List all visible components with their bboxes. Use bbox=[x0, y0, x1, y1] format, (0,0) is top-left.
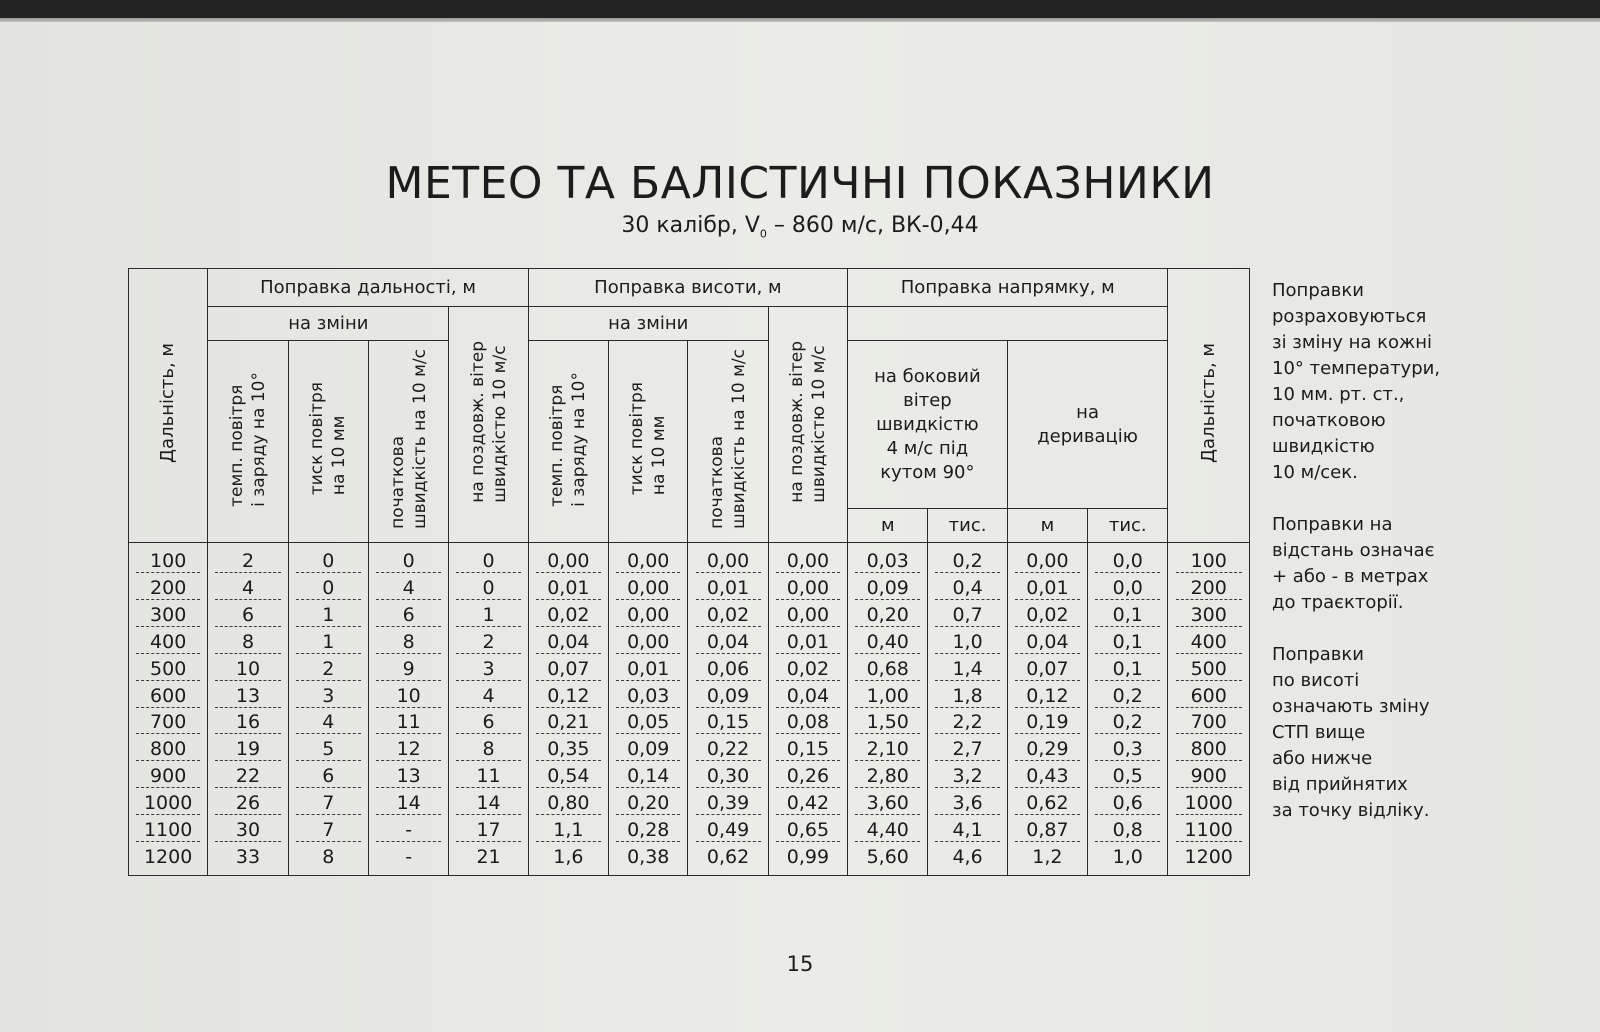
table-cell: 0,02 bbox=[528, 601, 608, 628]
table-row bbox=[129, 844, 1250, 876]
note-height: Поправки по висоті означають зміну СТП вище або нижче від прийнятих за точку відліку. bbox=[1272, 644, 1430, 821]
table-cell: 0,06 bbox=[688, 655, 768, 682]
range-pressure-header: тиск повітря на 10 мм bbox=[288, 341, 368, 543]
subtitle-prefix: 30 калібр, V bbox=[621, 213, 760, 238]
table-cell: 1,6 bbox=[528, 844, 608, 876]
table-cell: 0,00 bbox=[609, 574, 688, 601]
table-cell: 16 bbox=[208, 709, 288, 736]
range-header-right: Дальність, м bbox=[1168, 269, 1250, 543]
table-cell: 0,05 bbox=[609, 709, 688, 736]
table-cell: 500 bbox=[1168, 655, 1250, 682]
table-cell: 0,00 bbox=[688, 543, 768, 575]
table-cell: 1200 bbox=[1168, 844, 1250, 876]
derivation-header: на деривацію bbox=[1007, 341, 1168, 509]
table-cell: 3,60 bbox=[848, 790, 928, 817]
table-cell: 1 bbox=[449, 601, 528, 628]
table-cell: 0,02 bbox=[1007, 601, 1087, 628]
table-cell: 0,02 bbox=[688, 601, 768, 628]
table-cell: 4,1 bbox=[928, 817, 1007, 844]
table-cell: 0,08 bbox=[768, 709, 847, 736]
table-cell: 200 bbox=[129, 574, 208, 601]
direction-spacer bbox=[848, 307, 1168, 341]
table-cell: 2,80 bbox=[848, 763, 928, 790]
table-cell: 4,6 bbox=[928, 844, 1007, 876]
page-subtitle bbox=[0, 213, 1600, 240]
table-cell: 600 bbox=[129, 682, 208, 709]
table-cell: 0,04 bbox=[688, 628, 768, 655]
table-cell: 0,0 bbox=[1088, 574, 1168, 601]
table-cell: 0,62 bbox=[688, 844, 768, 876]
table-row bbox=[129, 543, 1250, 575]
table-cell: 0,99 bbox=[768, 844, 847, 876]
derivation-m-unit: м bbox=[1007, 509, 1087, 543]
table-cell: 13 bbox=[208, 682, 288, 709]
table-cell: 0,15 bbox=[688, 709, 768, 736]
table-cell: 0,39 bbox=[688, 790, 768, 817]
table-cell: 400 bbox=[129, 628, 208, 655]
table-row bbox=[129, 601, 1250, 628]
table-cell: 8 bbox=[288, 844, 368, 876]
side-notes bbox=[1272, 278, 1502, 850]
table-cell: 0,07 bbox=[528, 655, 608, 682]
table-cell: 1,0 bbox=[928, 628, 1007, 655]
direction-correction-group: Поправка напрямку, м bbox=[848, 269, 1168, 307]
table-cell: 0,00 bbox=[609, 628, 688, 655]
table-cell: 11 bbox=[449, 763, 528, 790]
table-cell: 0,7 bbox=[928, 601, 1007, 628]
table-cell: 0,43 bbox=[1007, 763, 1087, 790]
table-cell: 1100 bbox=[129, 817, 208, 844]
table-cell: 1,4 bbox=[928, 655, 1007, 682]
table-cell: 1,50 bbox=[848, 709, 928, 736]
table-cell: 6 bbox=[208, 601, 288, 628]
table-cell: 0,38 bbox=[609, 844, 688, 876]
table-cell: 2,10 bbox=[848, 736, 928, 763]
table-cell: 0,5 bbox=[1088, 763, 1168, 790]
side-wind-header: на боковий вітер швидкістю 4 м/с під кутом 90° bbox=[848, 341, 1008, 509]
table-cell: 14 bbox=[449, 790, 528, 817]
table-cell: 1 bbox=[288, 601, 368, 628]
table-cell: 0,28 bbox=[609, 817, 688, 844]
table-cell: 500 bbox=[129, 655, 208, 682]
table-cell: 0,00 bbox=[609, 543, 688, 575]
table-cell: 1000 bbox=[129, 790, 208, 817]
table-cell: 8 bbox=[208, 628, 288, 655]
table-cell: 0 bbox=[449, 543, 528, 575]
table-cell: 0,87 bbox=[1007, 817, 1087, 844]
table-cell: 0,6 bbox=[1088, 790, 1168, 817]
table-cell: 0,00 bbox=[768, 574, 847, 601]
table-cell: 14 bbox=[369, 790, 449, 817]
table-cell: - bbox=[369, 817, 449, 844]
table-cell: 0,09 bbox=[848, 574, 928, 601]
range-temp-header: темп. повітря і заряду на 10° bbox=[208, 341, 288, 543]
table-cell: 9 bbox=[369, 655, 449, 682]
table-row bbox=[129, 763, 1250, 790]
table-cell: 100 bbox=[129, 543, 208, 575]
table-cell: 7 bbox=[288, 817, 368, 844]
table-cell: 3 bbox=[288, 682, 368, 709]
height-velocity-header: початкова швидкість на 10 м/с bbox=[688, 341, 768, 543]
table-cell: 0,03 bbox=[609, 682, 688, 709]
table-cell: 0,01 bbox=[609, 655, 688, 682]
table-cell: 0,2 bbox=[1088, 682, 1168, 709]
table-cell: 0,35 bbox=[528, 736, 608, 763]
side-wind-m-unit: м bbox=[848, 509, 928, 543]
table-cell: 11 bbox=[369, 709, 449, 736]
table-cell: 0,00 bbox=[768, 601, 847, 628]
page-title: МЕТЕО ТА БАЛІСТИЧНІ ПОКАЗНИКИ bbox=[385, 158, 1215, 209]
table-cell: 600 bbox=[1168, 682, 1250, 709]
table-cell: 700 bbox=[129, 709, 208, 736]
table-cell: 6 bbox=[449, 709, 528, 736]
table-cell: 19 bbox=[208, 736, 288, 763]
ballistic-table bbox=[128, 268, 1250, 876]
table-cell: 10 bbox=[369, 682, 449, 709]
range-header-left: Дальність, м bbox=[129, 269, 208, 543]
table-body bbox=[129, 543, 1250, 876]
table-cell: 7 bbox=[288, 790, 368, 817]
note-distance: Поправки на відстань означає + або - в метрах до траєкторії. bbox=[1272, 514, 1435, 613]
table-cell: 0,3 bbox=[1088, 736, 1168, 763]
table-cell: 8 bbox=[449, 736, 528, 763]
table-cell: 0,01 bbox=[688, 574, 768, 601]
table-row bbox=[129, 682, 1250, 709]
table-cell: 6 bbox=[288, 763, 368, 790]
table-cell: 0,2 bbox=[1088, 709, 1168, 736]
table-cell: 0,8 bbox=[1088, 817, 1168, 844]
table-cell: 0,09 bbox=[609, 736, 688, 763]
table-cell: 4 bbox=[288, 709, 368, 736]
table-row bbox=[129, 655, 1250, 682]
page-number: 15 bbox=[786, 952, 814, 976]
table-cell: 0,40 bbox=[848, 628, 928, 655]
table-cell: 13 bbox=[369, 763, 449, 790]
height-pressure-header: тиск повітря на 10 мм bbox=[609, 341, 688, 543]
range-correction-group: Поправка дальності, м bbox=[208, 269, 528, 307]
table-cell: 0,12 bbox=[528, 682, 608, 709]
table-cell: 0 bbox=[288, 574, 368, 601]
table-cell: 1 bbox=[288, 628, 368, 655]
table-cell: 0,68 bbox=[848, 655, 928, 682]
table-cell: 0,03 bbox=[848, 543, 928, 575]
table-cell: 2,7 bbox=[928, 736, 1007, 763]
table-cell: 0,04 bbox=[768, 682, 847, 709]
table-cell: 200 bbox=[1168, 574, 1250, 601]
table-cell: 2 bbox=[449, 628, 528, 655]
table-cell: 0,0 bbox=[1088, 543, 1168, 575]
height-on-changes: на зміни bbox=[528, 307, 768, 341]
table-cell: 0,02 bbox=[768, 655, 847, 682]
table-cell: 0,21 bbox=[528, 709, 608, 736]
table-cell: 0,04 bbox=[1007, 628, 1087, 655]
height-headwind-header: на поздовж. вітер швидкістю 10 м/с bbox=[768, 307, 847, 543]
table-cell: 33 bbox=[208, 844, 288, 876]
table-cell: 700 bbox=[1168, 709, 1250, 736]
side-wind-mil-unit: тис. bbox=[928, 509, 1007, 543]
table-cell: 300 bbox=[1168, 601, 1250, 628]
table-cell: 800 bbox=[1168, 736, 1250, 763]
table-cell: 0,01 bbox=[528, 574, 608, 601]
table-cell: 0 bbox=[288, 543, 368, 575]
table-cell: 26 bbox=[208, 790, 288, 817]
table-cell: 0,2 bbox=[928, 543, 1007, 575]
table-cell: 2,2 bbox=[928, 709, 1007, 736]
table-cell: 1200 bbox=[129, 844, 208, 876]
table-cell: 0,1 bbox=[1088, 655, 1168, 682]
table-cell: 4 bbox=[208, 574, 288, 601]
table-cell: 0,15 bbox=[768, 736, 847, 763]
table-cell: 4,40 bbox=[848, 817, 928, 844]
height-correction-group: Поправка висоти, м bbox=[528, 269, 847, 307]
table-cell: 0,30 bbox=[688, 763, 768, 790]
table-cell: 5 bbox=[288, 736, 368, 763]
table-cell: 1,0 bbox=[1088, 844, 1168, 876]
table-cell: 0,42 bbox=[768, 790, 847, 817]
table-cell: 1,00 bbox=[848, 682, 928, 709]
table-cell: 1,2 bbox=[1007, 844, 1087, 876]
table-cell: 0 bbox=[449, 574, 528, 601]
table-cell: 22 bbox=[208, 763, 288, 790]
table-cell: 0,00 bbox=[528, 543, 608, 575]
table-row bbox=[129, 736, 1250, 763]
table-cell: 6 bbox=[369, 601, 449, 628]
table-cell: 0,14 bbox=[609, 763, 688, 790]
table-cell: 5,60 bbox=[848, 844, 928, 876]
table-cell: 0,22 bbox=[688, 736, 768, 763]
table-cell: 400 bbox=[1168, 628, 1250, 655]
table-cell: 1100 bbox=[1168, 817, 1250, 844]
table-cell: 0,01 bbox=[1007, 574, 1087, 601]
table-cell: - bbox=[369, 844, 449, 876]
table-cell: 0,65 bbox=[768, 817, 847, 844]
table-cell: 4 bbox=[449, 682, 528, 709]
table-cell: 0,62 bbox=[1007, 790, 1087, 817]
table-cell: 0,54 bbox=[528, 763, 608, 790]
table-cell: 1,1 bbox=[528, 817, 608, 844]
table-cell: 0,07 bbox=[1007, 655, 1087, 682]
dark-top-edge bbox=[0, 0, 1600, 18]
table-cell: 0,01 bbox=[768, 628, 847, 655]
table-cell: 300 bbox=[129, 601, 208, 628]
range-headwind-header: на поздовж. вітер швидкістю 10 м/с bbox=[449, 307, 528, 543]
table-cell: 0,26 bbox=[768, 763, 847, 790]
table-cell: 0,04 bbox=[528, 628, 608, 655]
range-velocity-header: початкова швидкість на 10 м/с bbox=[369, 341, 449, 543]
table-row bbox=[129, 628, 1250, 655]
table-cell: 1,8 bbox=[928, 682, 1007, 709]
table-cell: 0,09 bbox=[688, 682, 768, 709]
subtitle-suffix: – 860 м/с, ВК-0,44 bbox=[766, 213, 979, 238]
derivation-mil-unit: тис. bbox=[1088, 509, 1168, 543]
table-cell: 0,1 bbox=[1088, 601, 1168, 628]
table-cell: 0,00 bbox=[768, 543, 847, 575]
table-row bbox=[129, 574, 1250, 601]
table-cell: 0,4 bbox=[928, 574, 1007, 601]
note-basis: Поправки розраховуються зі зміну на кожні 10° температури, 10 мм. рт. ст., початковою швидкістю 10 м/сек. bbox=[1272, 280, 1441, 483]
table-cell: 0,80 bbox=[528, 790, 608, 817]
table-row bbox=[129, 790, 1250, 817]
table-cell: 0,29 bbox=[1007, 736, 1087, 763]
table-cell: 3,6 bbox=[928, 790, 1007, 817]
table-cell: 0,49 bbox=[688, 817, 768, 844]
table-cell: 8 bbox=[369, 628, 449, 655]
table-cell: 21 bbox=[449, 844, 528, 876]
table-cell: 10 bbox=[208, 655, 288, 682]
table-cell: 2 bbox=[288, 655, 368, 682]
subtitle-subscript: 0 bbox=[759, 227, 767, 241]
table-cell: 0,20 bbox=[609, 790, 688, 817]
table-cell: 0,12 bbox=[1007, 682, 1087, 709]
table-row bbox=[129, 709, 1250, 736]
table-cell: 1000 bbox=[1168, 790, 1250, 817]
table-cell: 0,00 bbox=[609, 601, 688, 628]
table-cell: 100 bbox=[1168, 543, 1250, 575]
table-cell: 3,2 bbox=[928, 763, 1007, 790]
table-cell: 0,20 bbox=[848, 601, 928, 628]
table-cell: 0,1 bbox=[1088, 628, 1168, 655]
table-row bbox=[129, 817, 1250, 844]
table-cell: 30 bbox=[208, 817, 288, 844]
range-on-changes: на зміни bbox=[208, 307, 449, 341]
table-cell: 0 bbox=[369, 543, 449, 575]
table-cell: 12 bbox=[369, 736, 449, 763]
table-cell: 3 bbox=[449, 655, 528, 682]
table-cell: 4 bbox=[369, 574, 449, 601]
table-cell: 2 bbox=[208, 543, 288, 575]
table-cell: 900 bbox=[1168, 763, 1250, 790]
table-cell: 0,19 bbox=[1007, 709, 1087, 736]
table-cell: 0,00 bbox=[1007, 543, 1087, 575]
height-temp-header: темп. повітря і заряду на 10° bbox=[528, 341, 608, 543]
table-cell: 800 bbox=[129, 736, 208, 763]
table-cell: 17 bbox=[449, 817, 528, 844]
table-cell: 900 bbox=[129, 763, 208, 790]
